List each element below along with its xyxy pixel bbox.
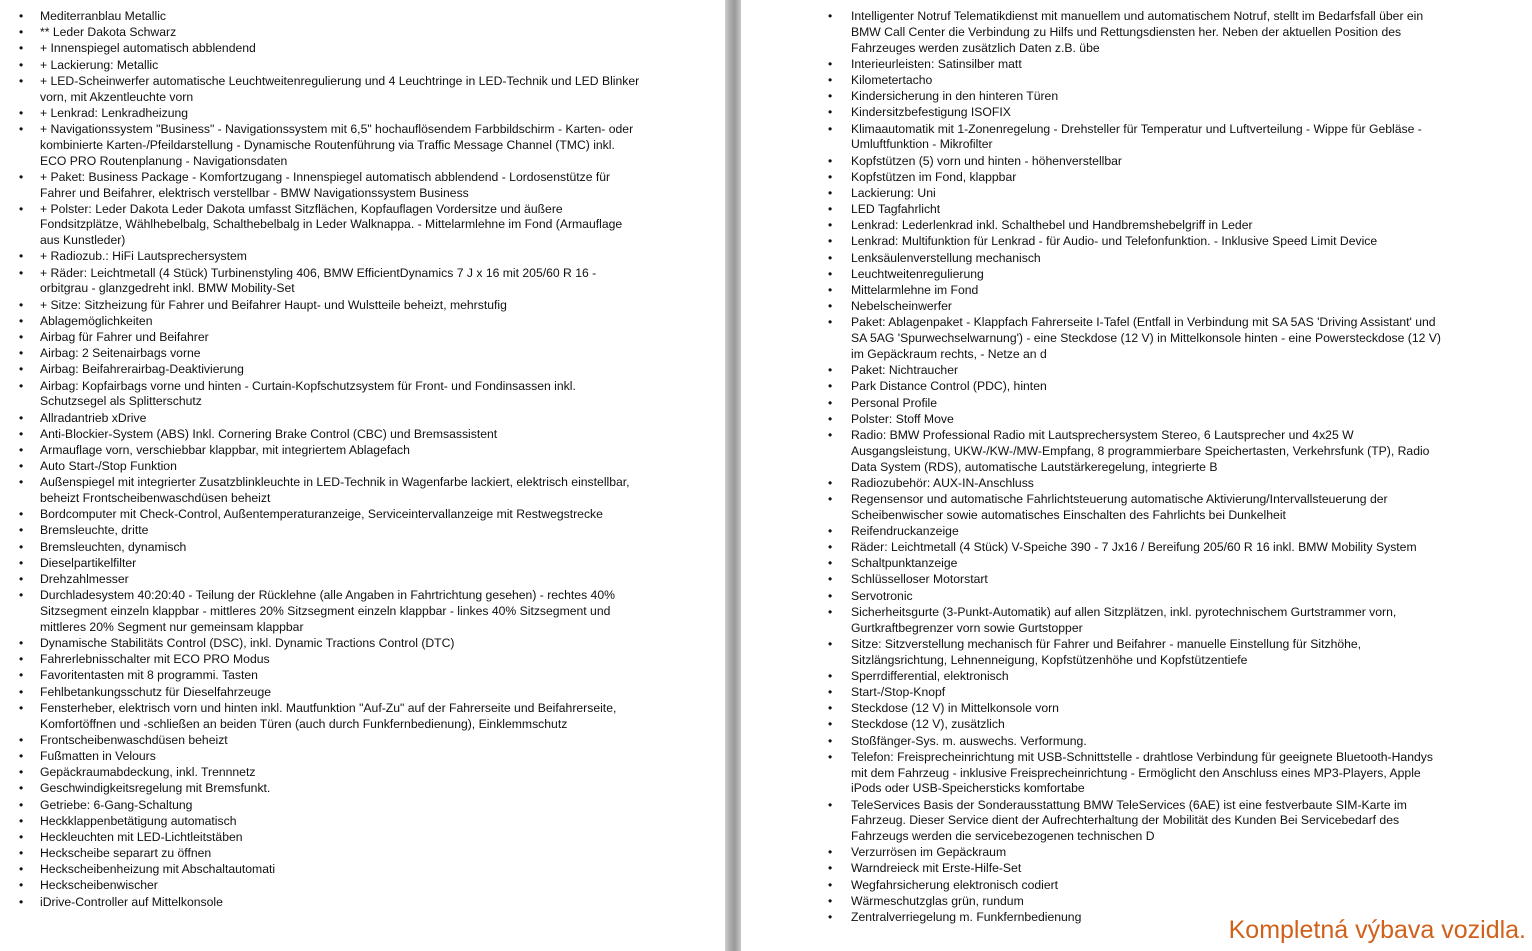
list-item: • Allradantrieb xDrive xyxy=(0,411,640,427)
list-item: • Airbag: Kopfairbags vorne und hinten - Curtain-Kopfschutzsystem für Front- und Fondinsassen inkl. Schutzsegel als Splitterschutz xyxy=(0,379,640,411)
list-item: • Servotronic xyxy=(741,589,1446,605)
list-item: • Schaltpunktanzeige xyxy=(741,556,1446,572)
list-item: • Warndreieck mit Erste-Hilfe-Set xyxy=(741,861,1446,877)
list-item: • Airbag für Fahrer und Beifahrer xyxy=(0,330,640,346)
equipment-list-right xyxy=(741,9,1446,926)
list-item: • Lackierung: Uni xyxy=(741,186,1446,202)
list-item: • + Radiozub.: HiFi Lautsprechersystem xyxy=(0,249,640,265)
list-item: • Telefon: Freisprecheinrichtung mit USB-Schnittstelle - drahtlose Verbindung für geeignete Bluetooth-Handys mit dem Fahrzeug - inklusive Freisprecheinrichtung - Ermöglicht den Anschluss eines MP3-Players, Apple iPods oder USB-Speichersticks komfortabe xyxy=(741,750,1446,797)
list-item: • Kopfstützen (5) vorn und hinten - höhenverstellbar xyxy=(741,154,1446,170)
list-item: • Regensensor und automatische Fahrlichtsteuerung automatische Aktivierung/Intervallsteuerung der Scheibenwischer sowie automatisches Einschalten des Fahrlichts bei Dunkelheit xyxy=(741,492,1446,524)
document-page-left xyxy=(0,0,725,951)
list-item: • Lenksäulenverstellung mechanisch xyxy=(741,251,1446,267)
list-item: • Airbag: 2 Seitenairbags vorne xyxy=(0,346,640,362)
list-item: • Personal Profile xyxy=(741,396,1446,412)
list-item: • TeleServices Basis der Sonderausstattung BMW TeleServices (6AE) ist eine festverbaute SIM-Karte im Fahrzeug. Dieser Service dient der Aufrechterhaltung der Mobilität des Kunden Bei Servicebedarf des Fahrzeugs werden die servicebezogenen technischen D xyxy=(741,798,1446,845)
list-item: • Steckdose (12 V) in Mittelkonsole vorn xyxy=(741,701,1446,717)
list-item: • Steckdose (12 V), zusätzlich xyxy=(741,717,1446,733)
list-item: • Airbag: Beifahrerairbag-Deaktivierung xyxy=(0,362,640,378)
list-item: • Dieselpartikelfilter xyxy=(0,556,640,572)
list-item: • Zentralverriegelung m. Funkfernbedienung xyxy=(741,910,1446,926)
list-item: • Sicherheitsgurte (3-Punkt-Automatik) auf allen Sitzplätzen, inkl. pyrotechnischem Gurtstrammer vorn, Gurtkraftbegrenzer vorn sowie Gurtstopper xyxy=(741,605,1446,637)
list-item: • Dynamische Stabilitäts Control (DSC), inkl. Dynamic Tractions Control (DTC) xyxy=(0,636,640,652)
list-item: • Räder: Leichtmetall (4 Stück) V-Speiche 390 - 7 Jx16 / Bereifung 205/60 R 16 inkl. BMW Mobility System xyxy=(741,540,1446,556)
list-item: • iDrive-Controller auf Mittelkonsole xyxy=(0,895,640,911)
list-item: • Geschwindigkeitsregelung mit Bremsfunkt. xyxy=(0,781,640,797)
list-item: • Wegfahrsicherung elektronisch codiert xyxy=(741,878,1446,894)
list-item: • + Polster: Leder Dakota Leder Dakota umfasst Sitzflächen, Kopfauflagen Vordersitze und äußere Fondsitzplätze, Wählhebelbalg, Schalthebelbalg in Leder Walknappa. - Mittelarmlehne im Fond (Armauflage aus Kunstleder) xyxy=(0,202,640,249)
list-item: • Getriebe: 6-Gang-Schaltung xyxy=(0,798,640,814)
list-item: • Fahrerlebnisschalter mit ECO PRO Modus xyxy=(0,652,640,668)
list-item: • Start-/Stop-Knopf xyxy=(741,685,1446,701)
list-item: • Sitze: Sitzverstellung mechanisch für Fahrer und Beifahrer - manuelle Einstellung für Sitzhöhe, Sitzlängsrichtung, Lehnenneigung, Kopfstützenhöhe und Kopfstützentiefe xyxy=(741,637,1446,669)
list-item: • Mittelarmlehne im Fond xyxy=(741,283,1446,299)
list-item: • Anti-Blockier-System (ABS) Inkl. Cornering Brake Control (CBC) und Bremsassistent xyxy=(0,427,640,443)
list-item: • Sperrdifferential, elektronisch xyxy=(741,669,1446,685)
list-item: • + Navigationssystem "Business" - Navigationssystem mit 6,5" hochauflösendem Farbbildschirm - Karten- oder kombinierte Karten-/Pfeildarstellung - Dynamische Routenführung via Traffic Message Channel (TMC) inkl. ECO PRO Routenplanung - Navigationsdaten xyxy=(0,122,640,169)
list-item: • + Räder: Leichtmetall (4 Stück) Turbinenstyling 406, BMW EfficientDynamics 7 J x 16 mit 205/60 R 16 - orbitgrau - glanzgedreht inkl. BMW Mobility-Set xyxy=(0,266,640,298)
list-item: • Lenkrad: Lederlenkrad inkl. Schalthebel und Handbremshebelgriff in Leder xyxy=(741,218,1446,234)
list-item: • Bremsleuchten, dynamisch xyxy=(0,540,640,556)
list-item: • Kindersitzbefestigung ISOFIX xyxy=(741,105,1446,121)
list-item: • + Sitze: Sitzheizung für Fahrer und Beifahrer Haupt- und Wulstteile beheizt, mehrstufig xyxy=(0,298,640,314)
list-item: • Radio: BMW Professional Radio mit Lautsprechersystem Stereo, 6 Lautsprecher und 4x25 W Ausgangsleistung, UKW-/KW-/MW-Empfang, 8 programmierbare Speichertasten, Verkehrsfunk (TP), Radio Data System (RDS), automatische Lautstärkeregelung, integrierte B xyxy=(741,428,1446,475)
list-item: • Armauflage vorn, verschiebbar klappbar, mit integriertem Ablagefach xyxy=(0,443,640,459)
list-item: • Klimaautomatik mit 1-Zonenregelung - Drehsteller für Temperatur und Luftverteilung - Wippe für Gebläse - Umluftfunktion - Mikrofilter xyxy=(741,122,1446,154)
list-item: • Park Distance Control (PDC), hinten xyxy=(741,379,1446,395)
list-item: • + Paket: Business Package - Komfortzugang - Innenspiegel automatisch abblendend - Lordosenstütze für Fahrer und Beifahrer, elektrisch verstellbar - BMW Navigationssystem Business xyxy=(0,170,640,202)
list-item: • Lenkrad: Multifunktion für Lenkrad - für Audio- und Telefonfunktion. - Inklusive Speed Limit Device xyxy=(741,234,1446,250)
list-item: • Fehlbetankungsschutz für Dieselfahrzeuge xyxy=(0,685,640,701)
list-item: • Paket: Ablagenpaket - Klappfach Fahrerseite I-Tafel (Entfall in Verbindung mit SA 5AS 'Driving Assistant' und SA 5AG 'Spurwechselwarnung') - eine Steckdose (12 V) in Mittelkonsole hinten - eine Powersteckdose (12 V) im Gepäckraum rechts, - Netze an d xyxy=(741,315,1446,362)
list-item: • Außenspiegel mit integrierter Zusatzblinkleuchte in LED-Technik in Wagenfarbe lackiert, elektrisch einstellbar, beheizt Frontscheibenwaschdüsen beheizt xyxy=(0,475,640,507)
list-item: • Heckscheibenwischer xyxy=(0,878,640,894)
list-item: • Bremsleuchte, dritte xyxy=(0,523,640,539)
list-item: • Heckscheibenheizung mit Abschaltautomati xyxy=(0,862,640,878)
list-item: • LED Tagfahrlicht xyxy=(741,202,1446,218)
list-item: • Heckleuchten mit LED-Lichtleitstäben xyxy=(0,830,640,846)
list-item: • Leuchtweitenregulierung xyxy=(741,267,1446,283)
list-item: • Ablagemöglichkeiten xyxy=(0,314,640,330)
list-item: • Kilometertacho xyxy=(741,73,1446,89)
list-item: • Heckscheibe separart zu öffnen xyxy=(0,846,640,862)
list-item: • Intelligenter Notruf Telematikdienst mit manuellem und automatischem Notruf, stellt im Bedarfsfall über ein BMW Call Center die Verbindung zu Hilfs und Rettungsdiensten her. Neben der aktuellen Position des Fahrzeuges werden zusätzlich Daten z.B. übe xyxy=(741,9,1446,56)
list-item: • Kopfstützen im Fond, klappbar xyxy=(741,170,1446,186)
list-item: • Drehzahlmesser xyxy=(0,572,640,588)
list-item: • Durchladesystem 40:20:40 - Teilung der Rücklehne (alle Angaben in Fahrtrichtung gesehen) - rechtes 40% Sitzsegment einzeln klappbar - mittleres 20% Sitzsegment einzeln klappbar - linkes 40% Sitzsegment und mittleres 20% Segment nur gemeinsam klappbar xyxy=(0,588,640,635)
list-item: • Nebelscheinwerfer xyxy=(741,299,1446,315)
list-item: • + Lackierung: Metallic xyxy=(0,58,640,74)
list-item: • + LED-Scheinwerfer automatische Leuchtweitenregulierung und 4 Leuchtringe in LED-Technik und LED Blinker vorn, mit Akzentleuchte vorn xyxy=(0,74,640,106)
list-item: • Frontscheibenwaschdüsen beheizt xyxy=(0,733,640,749)
list-item: • Kindersicherung in den hinteren Türen xyxy=(741,89,1446,105)
list-item: • Bordcomputer mit Check-Control, Außentemperaturanzeige, Serviceintervallanzeige mit Restwegstrecke xyxy=(0,507,640,523)
list-item: • Paket: Nichtraucher xyxy=(741,363,1446,379)
list-item: • Gepäckraumabdeckung, inkl. Trennnetz xyxy=(0,765,640,781)
page-gutter xyxy=(725,0,741,951)
footer-note: Kompletná výbava vozidla. xyxy=(1228,916,1526,944)
list-item: • Wärmeschutzglas grün, rundum xyxy=(741,894,1446,910)
equipment-list-left xyxy=(0,9,640,911)
list-item: • Stoßfänger-Sys. m. auswechs. Verformung. xyxy=(741,734,1446,750)
list-item: • Interieurleisten: Satinsilber matt xyxy=(741,57,1446,73)
list-item: • Auto Start-/Stop Funktion xyxy=(0,459,640,475)
list-item: • Verzurrösen im Gepäckraum xyxy=(741,845,1446,861)
document-page-right xyxy=(741,0,1532,951)
list-item: • Radiozubehör: AUX-IN-Anschluss xyxy=(741,476,1446,492)
list-item: • Fußmatten in Velours xyxy=(0,749,640,765)
list-item: • Favoritentasten mit 8 programmi. Tasten xyxy=(0,668,640,684)
list-item: • + Innenspiegel automatisch abblendend xyxy=(0,41,640,57)
list-item: • Reifendruckanzeige xyxy=(741,524,1446,540)
list-item: • Heckklappenbetätigung automatisch xyxy=(0,814,640,830)
list-item: • Polster: Stoff Move xyxy=(741,412,1446,428)
list-item: • ** Leder Dakota Schwarz xyxy=(0,25,640,41)
list-item: • + Lenkrad: Lenkradheizung xyxy=(0,106,640,122)
list-item: • Mediterranblau Metallic xyxy=(0,9,640,25)
list-item: • Schlüsselloser Motorstart xyxy=(741,572,1446,588)
list-item: • Fensterheber, elektrisch vorn und hinten inkl. Mautfunktion "Auf-Zu" auf der Fahrerseite und Beifahrerseite, Komfortöffnen und -schließen an beiden Türen (auch durch Funkfernbedienung), Einklemmschutz xyxy=(0,701,640,733)
